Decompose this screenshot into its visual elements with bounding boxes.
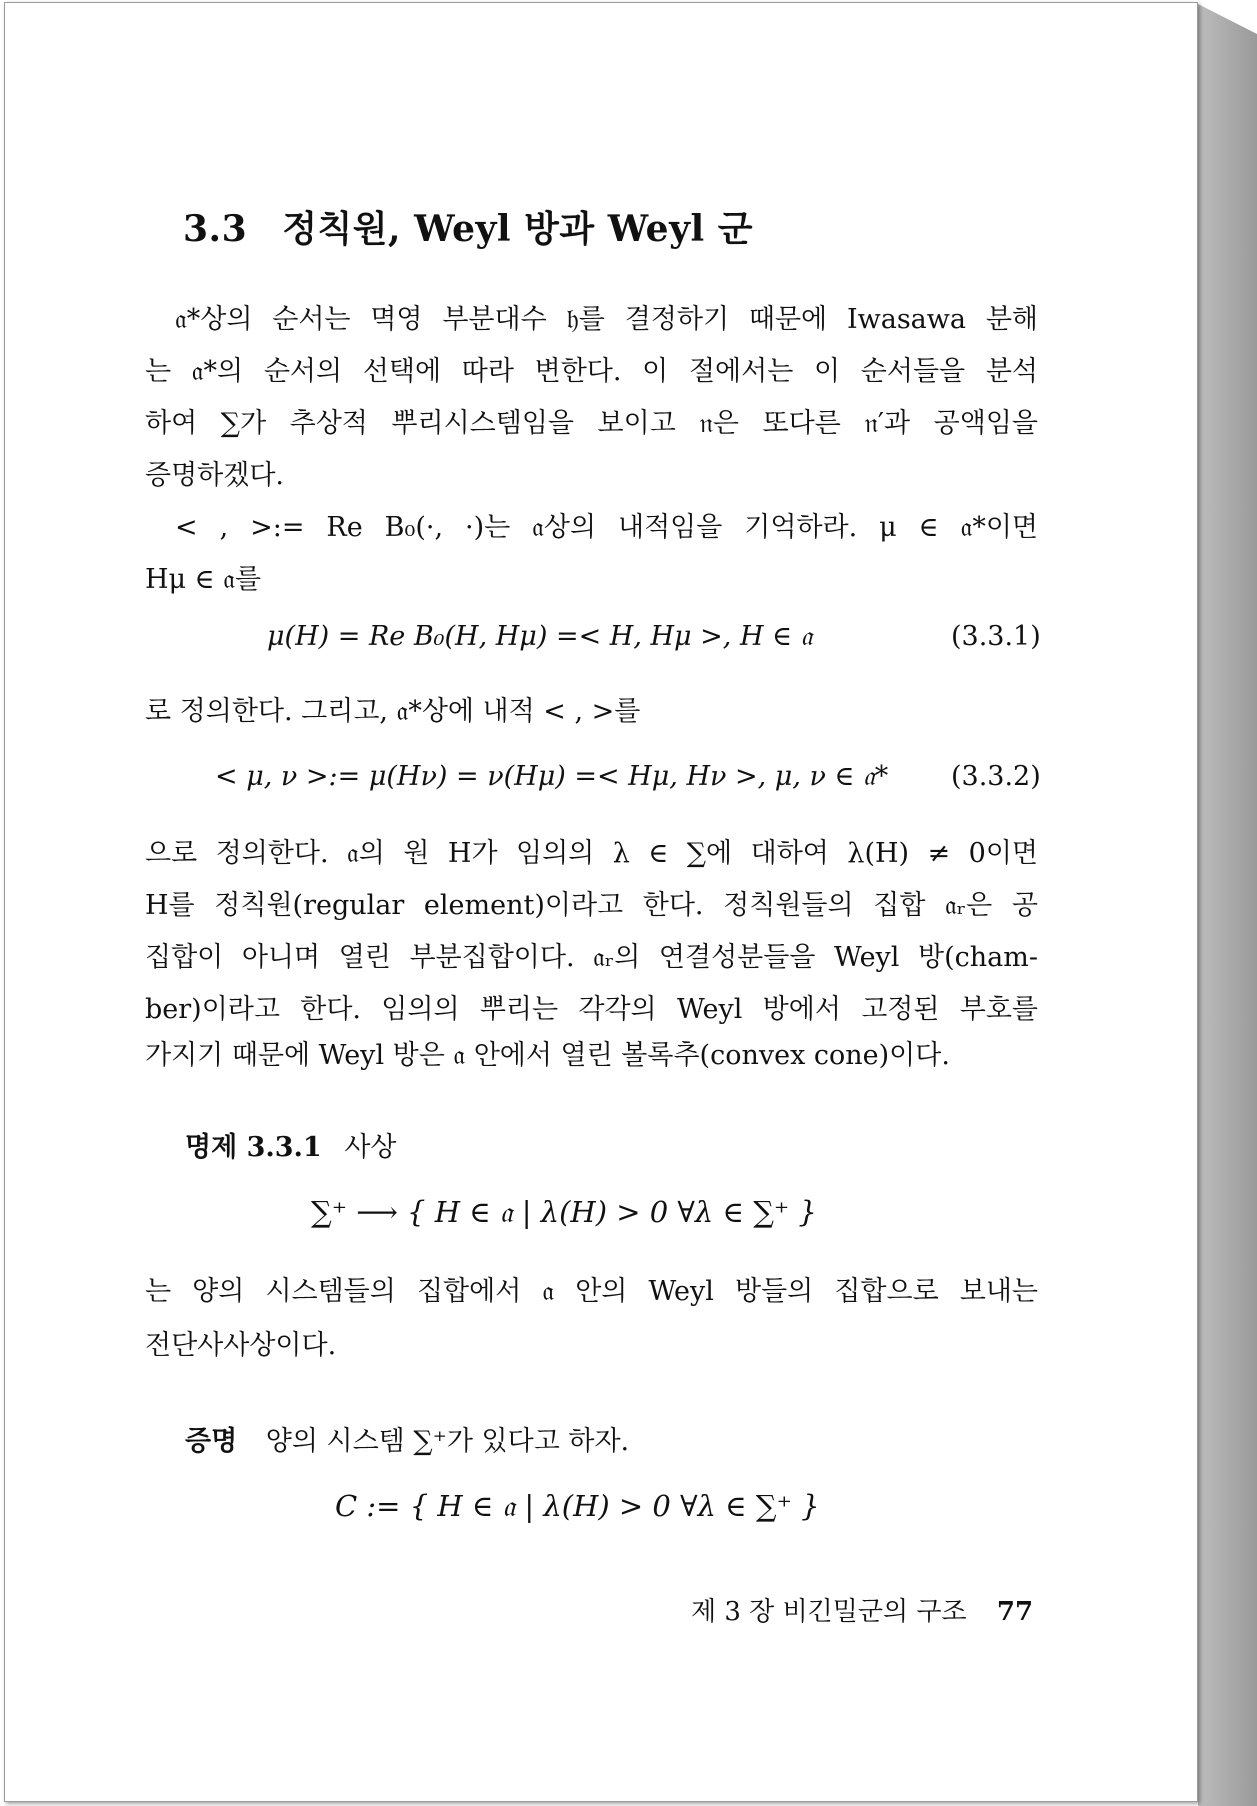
section-heading: [183, 201, 753, 252]
para3-line: 로 정의한다. 그리고, 𝔞*상에 내적 < , >를: [145, 696, 641, 727]
proposition-line-1: 는 양의 시스템들의 집합에서 𝔞 안의 Weyl 방들의 집합으로 보내는: [145, 1276, 1038, 1307]
equation-number-3-3-1: (3.3.1): [951, 621, 1041, 652]
section-number: 3.3: [183, 208, 248, 250]
para1-line-3: 하여 ∑가 추상적 뿌리시스템임을 보이고 𝔫은 또다른 𝔫′과 공액임을: [145, 408, 1038, 439]
para1-line-2: 는 𝔞*의 순서의 선택에 따라 변한다. 이 절에서는 이 순서들을 분석: [145, 356, 1038, 387]
proposition-intro: 사상: [344, 1132, 397, 1163]
book-page-edges: [1198, 4, 1257, 1806]
chapter-title: 제 3 장 비긴밀군의 구조: [691, 1597, 967, 1627]
para4-line-4: ber)이라고 한다. 임의의 뿌리는 각각의 Weyl 방에서 고정된 부호를: [145, 994, 1038, 1025]
para2-line-2: Hμ ∈ 𝔞를: [145, 564, 262, 595]
page-number: 77: [996, 1597, 1034, 1627]
para2-line-1: < , >:= Re B₀(·, ·)는 𝔞상의 내적임을 기억하라. μ ∈ 𝔞*이면: [175, 512, 1038, 543]
para4-line-5: 가지기 때문에 Weyl 방은 𝔞 안에서 열린 볼록추(convex cone)이다.: [145, 1040, 950, 1071]
equation-3-3-1: μ(H) = Re B₀(H, Hμ) =< H, Hμ >, H ∈ 𝔞: [267, 621, 813, 652]
para1-line-1: 𝔞*상의 순서는 멱영 부분대수 𝔥를 결정하기 때문에 Iwasawa 분해: [175, 304, 1038, 335]
proof-label: 증명: [185, 1426, 238, 1457]
para1-line-4: 증명하겠다.: [145, 460, 284, 491]
proof-start: [185, 1419, 629, 1458]
proof-formula: C := { H ∈ 𝔞 | λ(H) > 0 ∀λ ∈ ∑⁺ }: [335, 1489, 820, 1523]
proposition-formula: ∑⁺ ⟶ { H ∈ 𝔞 | λ(H) > 0 ∀λ ∈ ∑⁺ }: [311, 1195, 817, 1229]
proposition-label: 명제 3.3.1: [185, 1132, 322, 1163]
proof-text: 양의 시스템 ∑⁺가 있다고 하자.: [265, 1426, 630, 1457]
proposition-line-2: 전단사사상이다.: [145, 1330, 337, 1361]
para4-line-3: 집합이 아니며 열린 부분집합이다. 𝔞ᵣ의 연결성분들을 Weyl 방(cham-: [145, 942, 1038, 973]
para4-line-1: 으로 정의한다. 𝔞의 원 H가 임의의 λ ∈ ∑에 대하여 λ(H) ≠ 0이면: [145, 838, 1038, 869]
para4-line-2: H를 정칙원(regular element)이라고 한다. 정칙원들의 집합 𝔞ᵣ은 공: [145, 890, 1038, 921]
book-page: [4, 2, 1198, 1802]
equation-3-3-2: < μ, ν >:= μ(Hν) = ν(Hμ) =< Hμ, Hν >, μ, ν ∈ 𝔞*: [215, 761, 889, 792]
proposition-heading: [185, 1125, 397, 1164]
section-title: 정칙원, Weyl 방과 Weyl 군: [282, 208, 753, 250]
equation-number-3-3-2: (3.3.2): [951, 761, 1041, 792]
page-footer: [691, 1591, 1033, 1628]
